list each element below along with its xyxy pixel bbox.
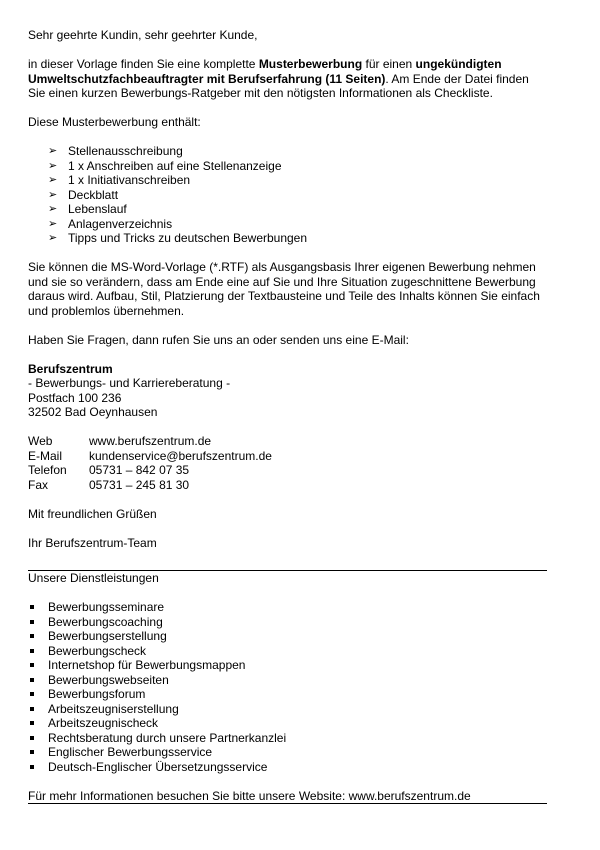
company-name: Berufszentrum (28, 361, 113, 376)
square-bullet-icon (30, 620, 34, 624)
list-item: Bewerbungsseminare (30, 600, 548, 615)
square-bullet-icon (30, 678, 34, 682)
arrow-bullet-icon: ➢ (48, 203, 58, 215)
arrow-bullet-icon: ➢ (48, 188, 58, 201)
closing: Mit freundlichen Grüßen (28, 506, 157, 521)
contact-value: 05731 – 245 81 30 (89, 477, 190, 492)
list-item: Bewerbungscheck (30, 644, 548, 659)
intro-bold-1: Musterbewerbung (258, 57, 363, 71)
list-item: ➢ Tipps und Tricks zu deutschen Bewerbungen (48, 231, 308, 245)
footer-text: Für mehr Informationen besuchen Sie bitte unsere Website: www.berufszentrum.de (28, 788, 471, 803)
arrow-bullet-icon: ➢ (48, 232, 58, 244)
services-list (28, 600, 548, 774)
list-item: ➢ 1 x Initiativanschreiben (48, 173, 191, 187)
list-item: ➢ Stellenausschreibung (48, 144, 183, 158)
contact-label: Telefon (28, 463, 67, 477)
questions-paragraph: Haben Sie Fragen, dann rufen Sie uns an oder senden uns eine E-Mail: (28, 332, 409, 347)
contact-row-email (28, 449, 548, 464)
arrow-bullet-icon: ➢ (48, 174, 58, 186)
arrow-bullet-icon: ➢ (48, 159, 58, 172)
contents-heading: Diese Musterbewerbung enthält: (28, 115, 201, 129)
square-bullet-icon (30, 750, 34, 754)
square-bullet-icon (30, 707, 34, 711)
arrow-bullet-icon: ➢ (48, 145, 58, 157)
usage-paragraph: Sie können die MS-Word-Vorlage (*.RTF) als Ausgangsbasis Ihrer eigenen Bewerbung nehmen und sie so verändern, dass am Ende eine auf Sie und Ihre Situation zugeschnittene Bewerbung daraus wird. Aufbau, Stil, Platzierung der Textbausteine und Teile des Inhalts können Sie einfach und problemlos übernehmen. (28, 260, 540, 318)
contact-label: E-Mail (28, 448, 63, 463)
contact-value: kundenservice@berufszentrum.de (89, 448, 272, 463)
arrow-bullet-icon: ➢ (48, 217, 58, 230)
list-item: Bewerbungscoaching (30, 615, 548, 630)
list-item: Bewerbungswebseiten (30, 673, 548, 688)
square-bullet-icon (30, 736, 34, 740)
list-item: ➢ Deckblatt (48, 187, 119, 202)
square-bullet-icon (30, 721, 34, 725)
contact-value: 05731 – 842 07 35 (89, 463, 190, 477)
company-address-block (28, 362, 548, 420)
list-item: Englischer Bewerbungsservice (30, 745, 548, 760)
list-item: Rechtsberatung durch unsere Partnerkanzlei (30, 731, 548, 746)
list-item: Arbeitszeugniserstellung (30, 702, 548, 717)
contact-label: Fax (28, 477, 49, 492)
greeting: Sehr geehrte Kundin, sehr geehrter Kunde, (28, 28, 258, 42)
square-bullet-icon (30, 692, 34, 696)
contact-row-phone (28, 463, 548, 478)
list-item: Internetshop für Bewerbungsmappen (30, 658, 548, 673)
intro-bold-2: ungekündigten Umweltschutzfachbeauftragter mit Berufserfahrung (11 Seiten) (28, 57, 502, 86)
signature: Ihr Berufszentrum-Team (28, 535, 157, 550)
company-tagline: - Bewerbungs- und Karriereberatung - (28, 376, 231, 390)
square-bullet-icon (30, 765, 34, 769)
list-item: ➢ 1 x Anschreiben auf eine Stellenanzeige (48, 158, 282, 173)
list-item: Arbeitszeugnischeck (30, 716, 548, 731)
services-heading: Unsere Dienstleistungen (28, 571, 159, 585)
square-bullet-icon (30, 605, 34, 609)
intro-text-2: für einen (362, 57, 416, 71)
intro-paragraph (28, 57, 548, 101)
contact-row-web (28, 434, 548, 449)
intro-text-1: in dieser Vorlage finden Sie eine komplette (28, 57, 259, 71)
list-item: Bewerbungserstellung (30, 629, 548, 644)
company-address-line-1: Postfach 100 236 (28, 390, 122, 405)
company-address-line-2: 32502 Bad Oeynhausen (28, 405, 158, 419)
contents-list (28, 144, 548, 246)
footer-divider (28, 803, 547, 804)
list-item: ➢ Anlagenverzeichnis (48, 216, 173, 231)
contact-block (28, 434, 548, 492)
square-bullet-icon (30, 649, 34, 653)
document-page (28, 28, 548, 804)
contact-value: www.berufszentrum.de (89, 434, 212, 448)
contact-label: Web (28, 434, 53, 448)
intro-text-3: . Am Ende der Datei finden Sie einen kurzen Bewerbungs-Ratgeber mit den nötigsten Informationen als Checkliste. (28, 71, 529, 100)
list-item: Bewerbungsforum (30, 687, 548, 702)
contact-row-fax (28, 478, 548, 493)
list-item: ➢ Lebenslauf (48, 202, 127, 216)
square-bullet-icon (30, 634, 34, 638)
list-item: Deutsch-Englischer Übersetzungsservice (30, 760, 548, 775)
square-bullet-icon (30, 663, 34, 667)
